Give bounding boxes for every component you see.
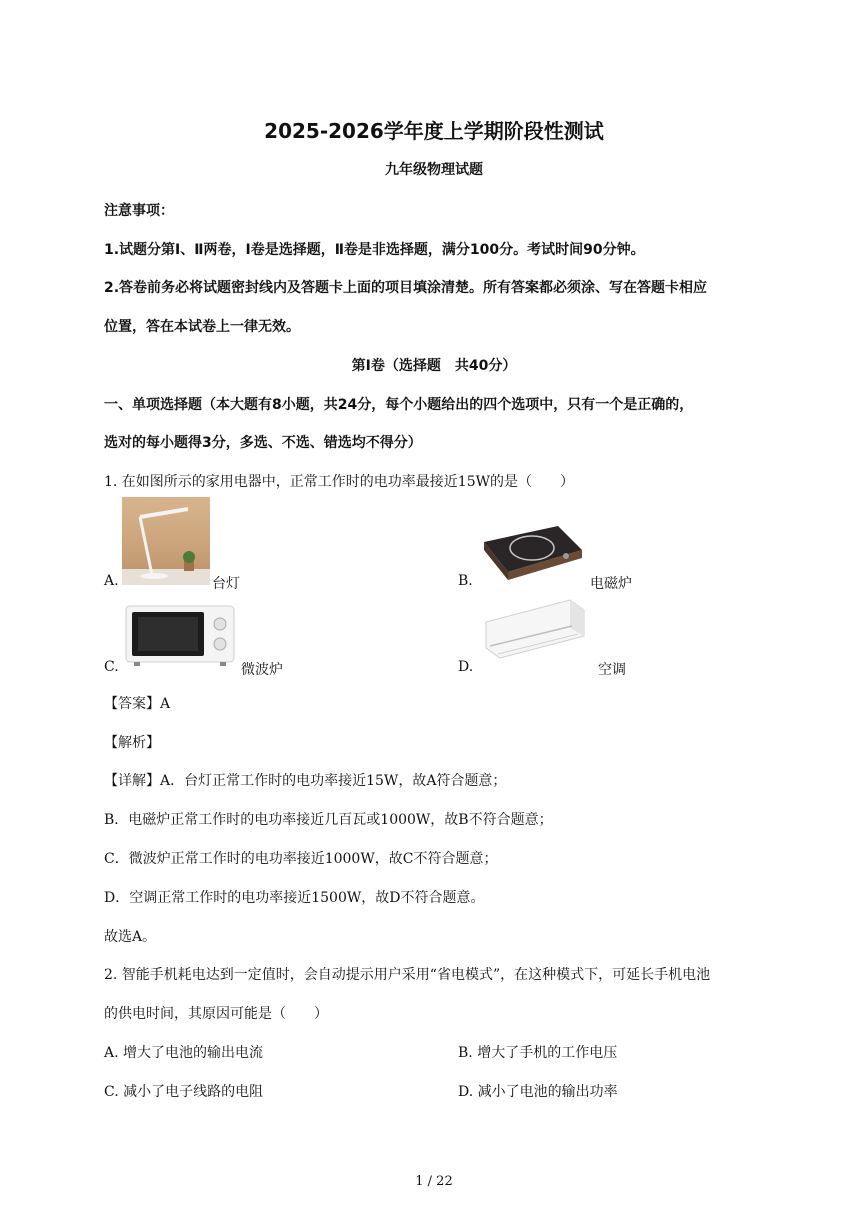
page-title: 2025-2026学年度上学期阶段性测试 — [264, 119, 604, 143]
notice-item-1: 1.试题分第Ⅰ、Ⅱ两卷，Ⅰ卷是选择题，Ⅱ卷是非选择题，满分100分。考试时间90分钟。 — [104, 242, 645, 258]
notice-item-2b: 位置，答在本试卷上一律无效。 — [104, 319, 300, 335]
option-a-label: 台灯 — [212, 576, 240, 592]
notice-heading: 注意事项： — [104, 203, 174, 219]
question-1-stem: 1. 在如图所示的家用电器中，正常工作时的电功率最接近15W的是（ ） — [104, 474, 575, 490]
option-b-label: 电磁炉 — [590, 576, 632, 592]
notice-item-2a: 2.答卷前务必将试题密封线内及答题卡上面的项目填涂清楚。所有答案都必须涂、写在答题卡相应 — [104, 280, 708, 296]
question-2-stem-a: 2. 智能手机耗电达到一定值时，会自动提示用户采用“省电模式”，在这种模式下，可延长手机电池 — [104, 967, 711, 983]
desk-lamp-image — [122, 497, 210, 585]
detail-line-3: C．微波炉正常工作时的电功率接近1000W，故C不符合题意； — [104, 851, 498, 867]
detail-line-1: 【详解】A．台灯正常工作时的电功率接近15W，故A符合题意； — [104, 773, 507, 789]
option-a-letter: A. — [104, 573, 119, 589]
option-d-label: 空调 — [598, 662, 626, 678]
option-b-letter: B. — [458, 573, 473, 589]
air-conditioner-image — [478, 596, 588, 666]
detail-line-5: 故选A。 — [104, 929, 157, 945]
detail-line-4: D．空调正常工作时的电功率接近1500W，故D不符合题意。 — [104, 890, 485, 906]
option-c-label: 微波炉 — [241, 662, 283, 678]
microwave-image — [124, 604, 236, 668]
analysis-label: 【解析】 — [104, 735, 160, 751]
part1-instructions-a: 一、单项选择题（本大题有8小题，共24分，每个小题给出的四个选项中，只有一个是正确的， — [104, 397, 694, 413]
detail-line-2: B．电磁炉正常工作时的电功率接近几百瓦或1000W，故B不符合题意； — [104, 812, 553, 828]
option-c-letter: C. — [104, 659, 119, 675]
option-d-letter: D. — [458, 659, 474, 675]
question-2-option-b: B. 增大了手机的工作电压 — [458, 1045, 618, 1061]
question-2-option-d: D. 减小了电池的输出功率 — [458, 1084, 618, 1100]
question-2-stem-b: 的供电时间，其原因可能是（ ） — [104, 1006, 328, 1022]
question-2-option-c: C. 减小了电子线路的电阻 — [104, 1084, 264, 1100]
page-subtitle: 九年级物理试题 — [385, 162, 483, 178]
question-2-option-a: A. 增大了电池的输出电流 — [104, 1045, 264, 1061]
part1-instructions-b: 选对的每小题得3分，多选、不选、错选均不得分） — [104, 435, 422, 451]
page-number: 1 / 22 — [415, 1174, 453, 1189]
induction-cooker-image — [478, 520, 586, 586]
section-title: 第Ⅰ卷（选择题 共40分） — [351, 358, 517, 374]
answer-label: 【答案】A — [104, 696, 171, 712]
